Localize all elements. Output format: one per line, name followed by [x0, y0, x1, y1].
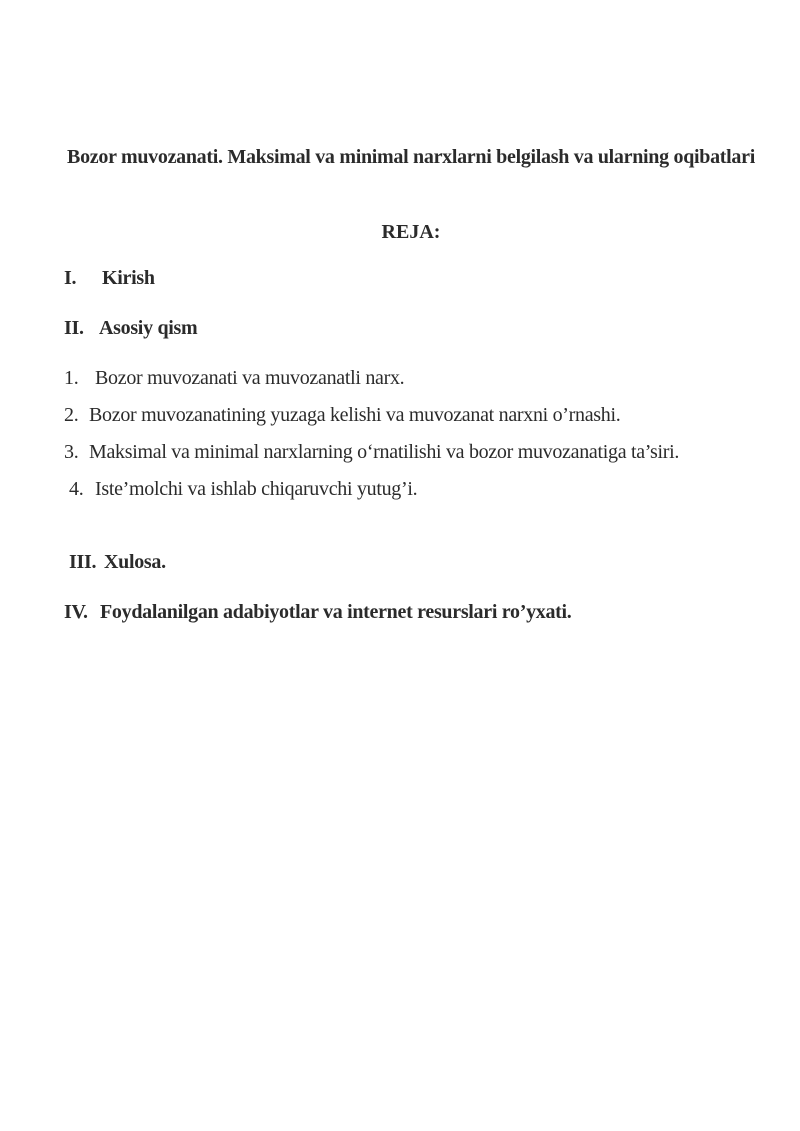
section-label: Foydalanilgan adabiyotlar va internet resurslari ro’yxati.	[100, 601, 572, 623]
section-references	[64, 600, 572, 624]
section-conclusion	[69, 550, 166, 574]
section-label: Xulosa.	[104, 551, 166, 573]
document-title: Bozor muvozanati. Maksimal va minimal narxlarni belgilash va ularning oqibatlari	[67, 146, 755, 168]
subitem-label: Iste’molchi va ishlab chiqaruvchi yutug’i.	[95, 478, 418, 500]
subitem-label: Maksimal va minimal narxlarning o‘rnatilishi va bozor muvozanatiga ta’siri.	[89, 441, 680, 463]
subitem-numeral: 3.	[64, 441, 79, 463]
section-introduction	[64, 266, 155, 290]
section-label: Asosiy qism	[99, 317, 198, 339]
subitem-2	[64, 403, 620, 427]
subitem-label: Bozor muvozanati va muvozanatli narx.	[95, 367, 405, 389]
section-numeral: III.	[69, 551, 97, 573]
section-label: Kirish	[102, 267, 155, 289]
subitem-4	[69, 477, 417, 501]
subitem-numeral: 4.	[69, 478, 84, 500]
subitem-numeral: 2.	[64, 404, 79, 426]
section-numeral: IV.	[64, 601, 88, 623]
section-numeral: I.	[64, 267, 77, 289]
subitem-1	[64, 366, 404, 390]
section-main-part	[64, 316, 197, 340]
subitem-numeral: 1.	[64, 367, 79, 389]
plan-heading: REJA:	[381, 221, 441, 243]
subitem-3	[64, 440, 679, 464]
subitem-label: Bozor muvozanatining yuzaga kelishi va muvozanat narxni o’rnashi.	[89, 404, 621, 426]
section-numeral: II.	[64, 317, 84, 339]
